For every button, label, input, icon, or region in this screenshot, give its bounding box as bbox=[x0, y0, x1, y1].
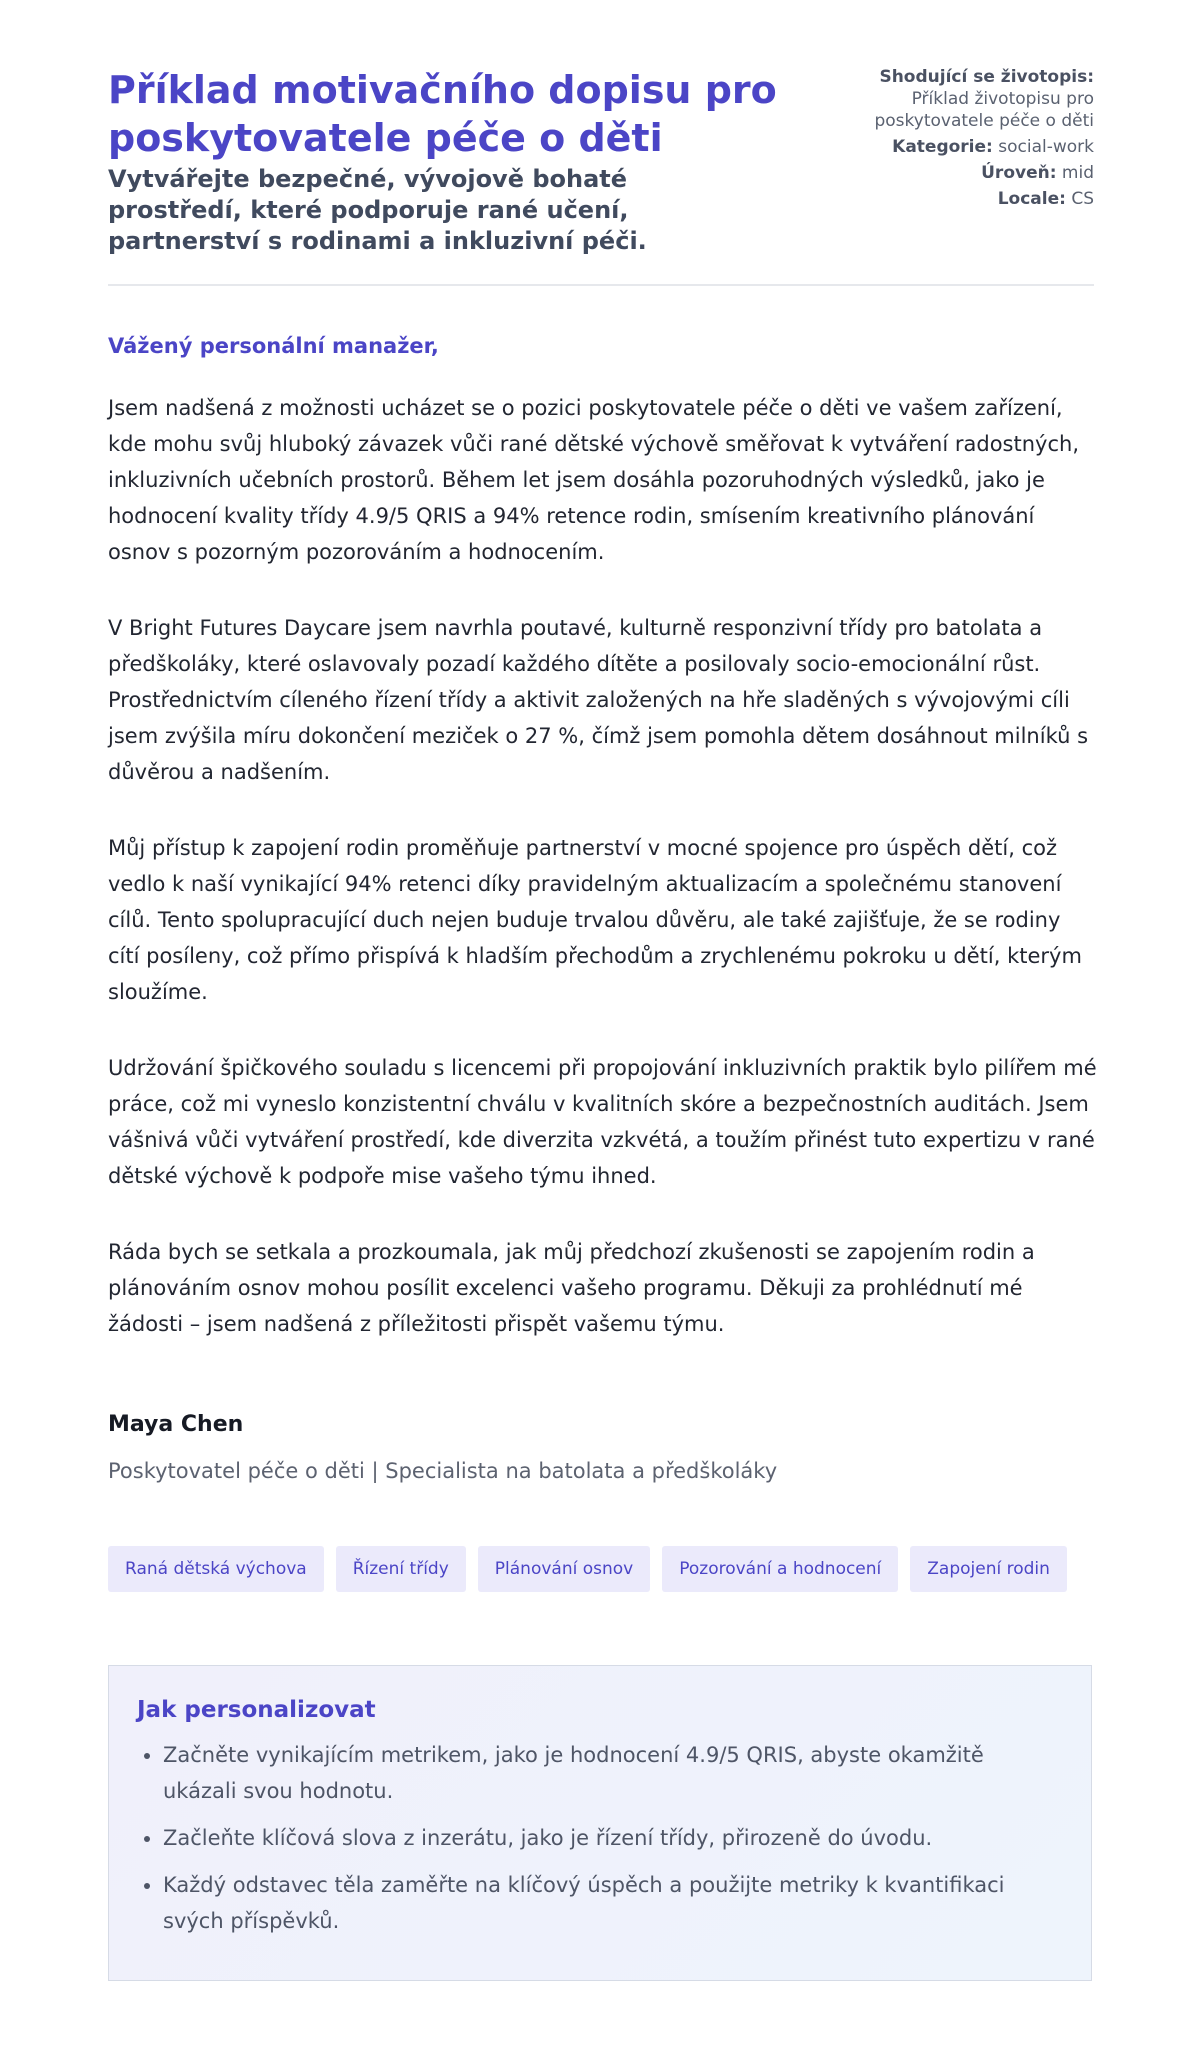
signature-name: Maya Chen bbox=[108, 1412, 244, 1437]
letter-body bbox=[108, 390, 1098, 1382]
skill-tags bbox=[108, 1546, 1067, 1592]
letter-salutation: Vážený personální manažer, bbox=[108, 334, 439, 358]
skill-tag[interactable]: Zapojení rodin bbox=[910, 1546, 1067, 1592]
skill-tag[interactable]: Raná dětská výchova bbox=[108, 1546, 324, 1592]
tips-list bbox=[137, 1737, 1063, 1939]
meta-category-label: Kategorie: bbox=[892, 137, 993, 157]
page-subtitle: Vytvářejte bezpečné, vývojově bohaté prostředí, které podporuje rané učení, partnerství s rodinami a inkluzivní péči. bbox=[108, 165, 647, 255]
letter-paragraph: V Bright Futures Daycare jsem navrhla poutavé, kulturně responzivní třídy pro batolata a předškoláky, které oslavovaly pozadí každého dítěte a posilovaly socio-emocionální růst. Prostřednictvím cíleného řízení třídy a aktivit založených na hře sladěných s vývojovými cíli jsem zvýšila míru dokončení meziček o 27 %, čímž jsem pomohla dětem dosáhnout milníků s důvěrou a nadšením. bbox=[108, 616, 1089, 784]
meta-level-label: Úroveň: bbox=[981, 163, 1057, 183]
signature-block bbox=[108, 1412, 777, 1483]
tips-item: • Každý odstavec těla zaměřte na klíčový úspěch a použijte metriky k kvantifikaci svých příspěvků. bbox=[163, 1867, 1063, 1939]
letter-paragraph: Můj přístup k zapojení rodin proměňuje partnerství v mocné spojence pro úspěch dětí, což vedlo k naší vynikající 94% retenci díky pravidelným aktualizacím a společnému stanovení cílů. Tento spolupracující duch nejen buduje trvalou důvěru, ale také zajišťuje, že se rodiny cítí posíleny, což přímo přispívá k hladším přechodům a zrychlenému pokroku u dětí, kterým sloužíme. bbox=[108, 836, 1082, 1004]
meta-panel bbox=[834, 66, 1094, 214]
tips-item: • Začleňte klíčová slova z inzerátu, jako je řízení třídy, přirozeně do úvodu. bbox=[163, 1820, 1063, 1856]
meta-level bbox=[834, 162, 1094, 184]
skill-tag[interactable]: Řízení třídy bbox=[336, 1546, 466, 1592]
skill-tag[interactable]: Pozorování a hodnocení bbox=[662, 1546, 898, 1592]
meta-resume-value[interactable]: Příklad životopisu pro poskytovatele péče o děti bbox=[874, 89, 1094, 131]
meta-locale-value: CS bbox=[1071, 189, 1094, 209]
page-title: Příklad motivačního dopisu pro poskytovatele péče o děti bbox=[108, 68, 777, 160]
meta-locale-label: Locale: bbox=[997, 189, 1066, 209]
meta-resume-label: Shodující se životopis: bbox=[879, 67, 1094, 87]
signature-role: Poskytovatel péče o děti | Specialista na batolata a předškoláky bbox=[108, 1459, 778, 1483]
meta-category bbox=[834, 136, 1094, 158]
header-divider bbox=[108, 284, 1094, 286]
letter-paragraph: Jsem nadšená z možnosti ucházet se o pozici poskytovatele péče o děti ve vašem zařízení, kde mohu svůj hluboký závazek vůči rané dětské výchově směřovat k vytváření radostných, inkluzivních učebních prostorů. Během let jsem dosáhla pozoruhodných výsledků, jako je hodnocení kvality třídy 4.9/5 QRIS a 94% retence rodin, smísením kreativního plánování osnov s pozorným pozorováním a hodnocením. bbox=[108, 396, 1080, 564]
skill-tag[interactable]: Plánování osnov bbox=[478, 1546, 650, 1592]
meta-category-value: social-work bbox=[998, 137, 1094, 157]
meta-locale bbox=[834, 188, 1094, 210]
letter-paragraph: Ráda bych se setkala a prozkoumala, jak můj předchozí zkušenosti se zapojením rodin a plánováním osnov mohou posílit excelenci vašeho programu. Děkuji za prohlédnutí mé žádosti – jsem nadšená z příležitosti přispět vašemu týmu. bbox=[108, 1240, 1035, 1336]
page-header bbox=[108, 66, 1094, 257]
tips-title: Jak personalizovat bbox=[137, 1697, 376, 1723]
personalization-tips bbox=[108, 1665, 1092, 1981]
letter-paragraph: Udržování špičkového souladu s licencemi při propojování inkluzivních praktik bylo pilířem mé práce, což mi vyneslo konzistentní chválu v kvalitních skóre a bezpečnostních auditách. Jsem vášnivá vůči vytváření prostředí, kde diverzita vzkvétá, a toužím přinést tuto expertizu v rané dětské výchově k podpoře mise vašeho týmu ihned. bbox=[108, 1056, 1097, 1188]
meta-level-value: mid bbox=[1061, 163, 1094, 183]
meta-resume[interactable] bbox=[834, 66, 1094, 132]
tips-item: • Začněte vynikajícím metrikem, jako je hodnocení 4.9/5 QRIS, abyste okamžitě ukázali svou hodnotu. bbox=[163, 1737, 1063, 1809]
